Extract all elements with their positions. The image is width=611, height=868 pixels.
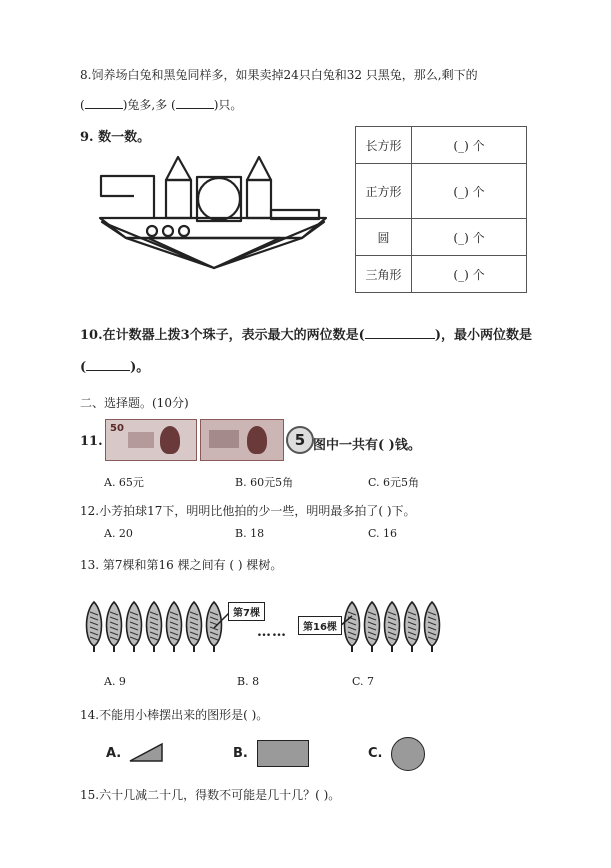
q15-text: 15.六十几减二十几，得数不可能是几十几？( )。	[80, 788, 341, 802]
option-a[interactable]: A. 20	[104, 527, 133, 540]
q10-text: 10.在计数器上拨3个珠子，表示最大的两位数是(	[80, 328, 365, 343]
option-b[interactable]: B. 18	[235, 527, 265, 540]
option-c[interactable]: C. 7	[352, 675, 375, 688]
option-b-rectangle-shape[interactable]	[257, 740, 309, 767]
option-b[interactable]: B. 8	[237, 675, 260, 688]
paren-close: )	[213, 98, 219, 112]
paren-open: (	[171, 98, 176, 112]
option-c[interactable]: C. 16	[368, 527, 398, 540]
option-a[interactable]: A. 9	[104, 675, 126, 688]
sign-tree-7: 第7棵	[228, 602, 265, 621]
count-cell[interactable]: (_) 个	[412, 164, 527, 219]
option-a-label[interactable]: A.	[106, 746, 122, 761]
bill-label: 50	[110, 423, 124, 434]
q14-text: 14.不能用小棒摆出来的图形是( )。	[80, 708, 269, 722]
q8-mid: 兔多,多	[127, 98, 168, 112]
shape-name: 三角形	[356, 256, 412, 293]
shape-name: 长方形	[356, 127, 412, 164]
q8-end: 只。	[218, 98, 243, 112]
q8-line1: 8.饲养场白兔和黑兔同样多，如果卖掉24只白兔和32 只黑兔，那么,剩下的	[80, 68, 478, 82]
q11-text: 图中一共有( )钱。	[313, 438, 421, 453]
q11-number: 11.	[80, 434, 103, 449]
option-c-circle-shape[interactable]	[391, 737, 425, 771]
option-b[interactable]: B. 60元5角	[235, 476, 294, 489]
q10-line2-end: )。	[130, 360, 150, 375]
count-cell[interactable]: (_) 个	[412, 256, 527, 293]
paren-open: (	[80, 98, 85, 112]
option-a[interactable]: A. 65元	[104, 476, 144, 489]
shape-name: 圆	[356, 219, 412, 256]
coin-5-jiao-image: 5	[286, 426, 314, 454]
option-c-label[interactable]: C.	[368, 746, 383, 761]
paren-open: (	[80, 360, 87, 375]
count-cell[interactable]: (_) 个	[412, 219, 527, 256]
q12-text: 12.小芳拍球17下，明明比他拍的少一些，明明最多拍了( )下。	[80, 504, 416, 518]
option-b-label[interactable]: B.	[233, 746, 248, 761]
q13-text: 13. 第7棵和第16 棵之间有 ( ) 棵树。	[80, 558, 283, 572]
q9-title: 9. 数一数。	[80, 130, 151, 145]
section-title: 二、选择题。(10分)	[80, 396, 189, 410]
shape-name: 正方形	[356, 164, 412, 219]
option-c[interactable]: C. 6元5角	[368, 476, 420, 489]
ellipsis-dots: ……	[257, 624, 287, 640]
q10-text-end: )，最小两位数是	[434, 328, 532, 343]
count-cell[interactable]: (_) 个	[412, 127, 527, 164]
paren-close: )	[122, 98, 128, 112]
sign-tree-16: 第16棵	[298, 616, 342, 635]
